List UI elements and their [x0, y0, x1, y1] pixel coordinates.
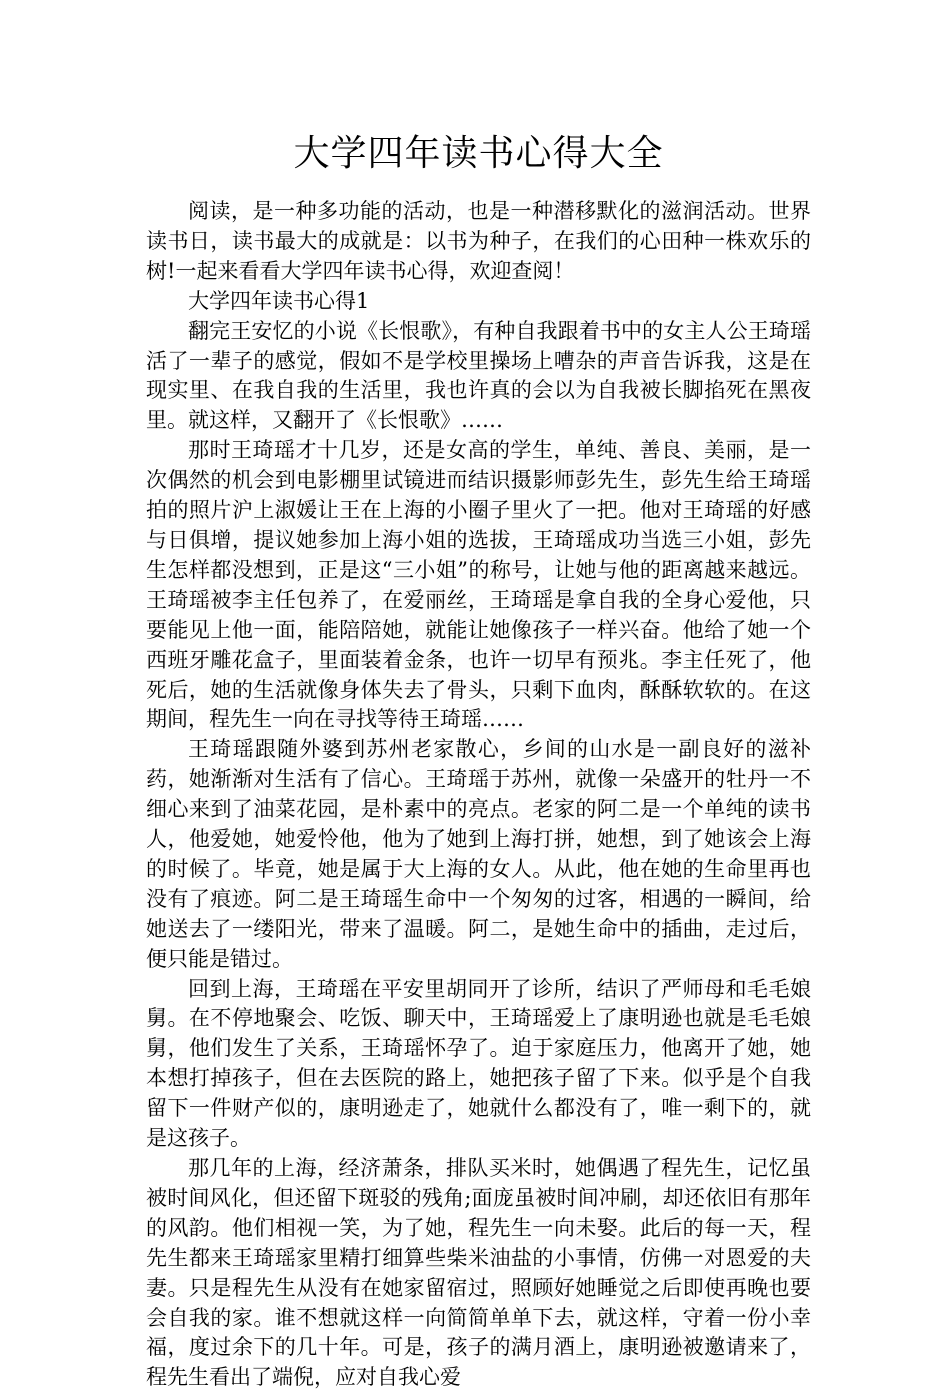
body-paragraph: 那几年的上海，经济萧条，排队买米时，她偶遇了程先生，记忆虽被时间风化，但还留下斑驳的残角;面庞虽被时间冲刷，却还依旧有那年的风韵。他们相视一笑，为了她，程先生一向未娶。此后的每一天，程先生都来王琦瑶家里精打细算些柴米油盐的小事情，仿佛一对恩爱的夫妻。只是程先生从没有在她家留宿过，照顾好她睡觉之后即使再晚也要会自我的家。谁不想就这样一向简简单单下去，就这样，守着一份小幸福，度过余下的几十年。可是，孩子的满月酒上，康明逊被邀请来了，程先生看出了端倪，应对自我心爱 — [146, 1156, 811, 1390]
document-body — [146, 197, 811, 1393]
section-heading: 大学四年读书心得1 — [188, 288, 370, 313]
document-title: 大学四年读书心得大全 — [293, 133, 664, 174]
intro-paragraph: 阅读，是一种多功能的活动，也是一种潜移默化的滋润活动。世界读书日，读书最大的成就是：以书为种子，在我们的心田种一株欢乐的树!一起来看看大学四年读书心得，欢迎查阅！ — [146, 199, 811, 283]
body-paragraph: 王琦瑶跟随外婆到苏州老家散心，乡间的山水是一副良好的滋补药，她渐渐对生活有了信心。王琦瑶于苏州，就像一朵盛开的牡丹一不细心来到了油菜花园，是朴素中的亮点。老家的阿二是一个单纯的读书人，他爱她，她爱怜他，他为了她到上海打拼，她想，到了她该会上海的时候了。毕竟，她是属于大上海的女人。从此，他在她的生命里再也没有了痕迹。阿二是王琦瑶生命中一个匆匆的过客，相遇的一瞬间，给她送去了一缕阳光，带来了温暖。阿二，是她生命中的插曲，走过后，便只能是错过。 — [146, 737, 811, 971]
document-page — [146, 0, 811, 1393]
body-paragraph: 那时王琦瑶才十几岁，还是女高的学生，单纯、善良、美丽，是一次偶然的机会到电影棚里试镜进而结识摄影师彭先生，彭先生给王琦瑶拍的照片沪上淑媛让王在上海的小圈子里火了一把。他对王琦瑶的好感与日俱增，提议她参加上海小姐的选拔，王琦瑶成功当选三小姐，彭先生怎样都没想到，正是这“三小姐”的称号，让她与他的距离越来越远。王琦瑶被李主任包养了，在爱丽丝，王琦瑶是拿自我的全身心爱他，只要能见上他一面，能陪陪她，就能让她像孩子一样兴奋。他给了她一个西班牙雕花盒子，里面装着金条，也许一切早有预兆。李主任死了，他死后，她的生活就像身体失去了骨头，只剩下血肉，酥酥软软的。在这期间，程先生一向在寻找等待王琦瑶…… — [146, 438, 811, 732]
body-paragraph: 翻完王安忆的小说《长恨歌》，有种自我跟着书中的女主人公王琦瑶活了一辈子的感觉，假如不是学校里操场上嘈杂的声音告诉我，这是在现实里、在我自我的生活里，我也许真的会以为自我被长脚掐死在黑夜里。就这样，又翻开了《长恨歌》…… — [146, 318, 811, 433]
body-paragraph: 回到上海，王琦瑶在平安里胡同开了诊所，结识了严师母和毛毛娘舅。在不停地聚会、吃饭、聊天中，王琦瑶爱上了康明逊也就是毛毛娘舅，他们发生了关系，王琦瑶怀孕了。迫于家庭压力，他离开了她，她本想打掉孩子，但在去医院的路上，她把孩子留了下来。似乎是个自我留下一件财产似的，康明逊走了，她就什么都没有了，唯一剩下的，就是这孩子。 — [146, 976, 811, 1151]
